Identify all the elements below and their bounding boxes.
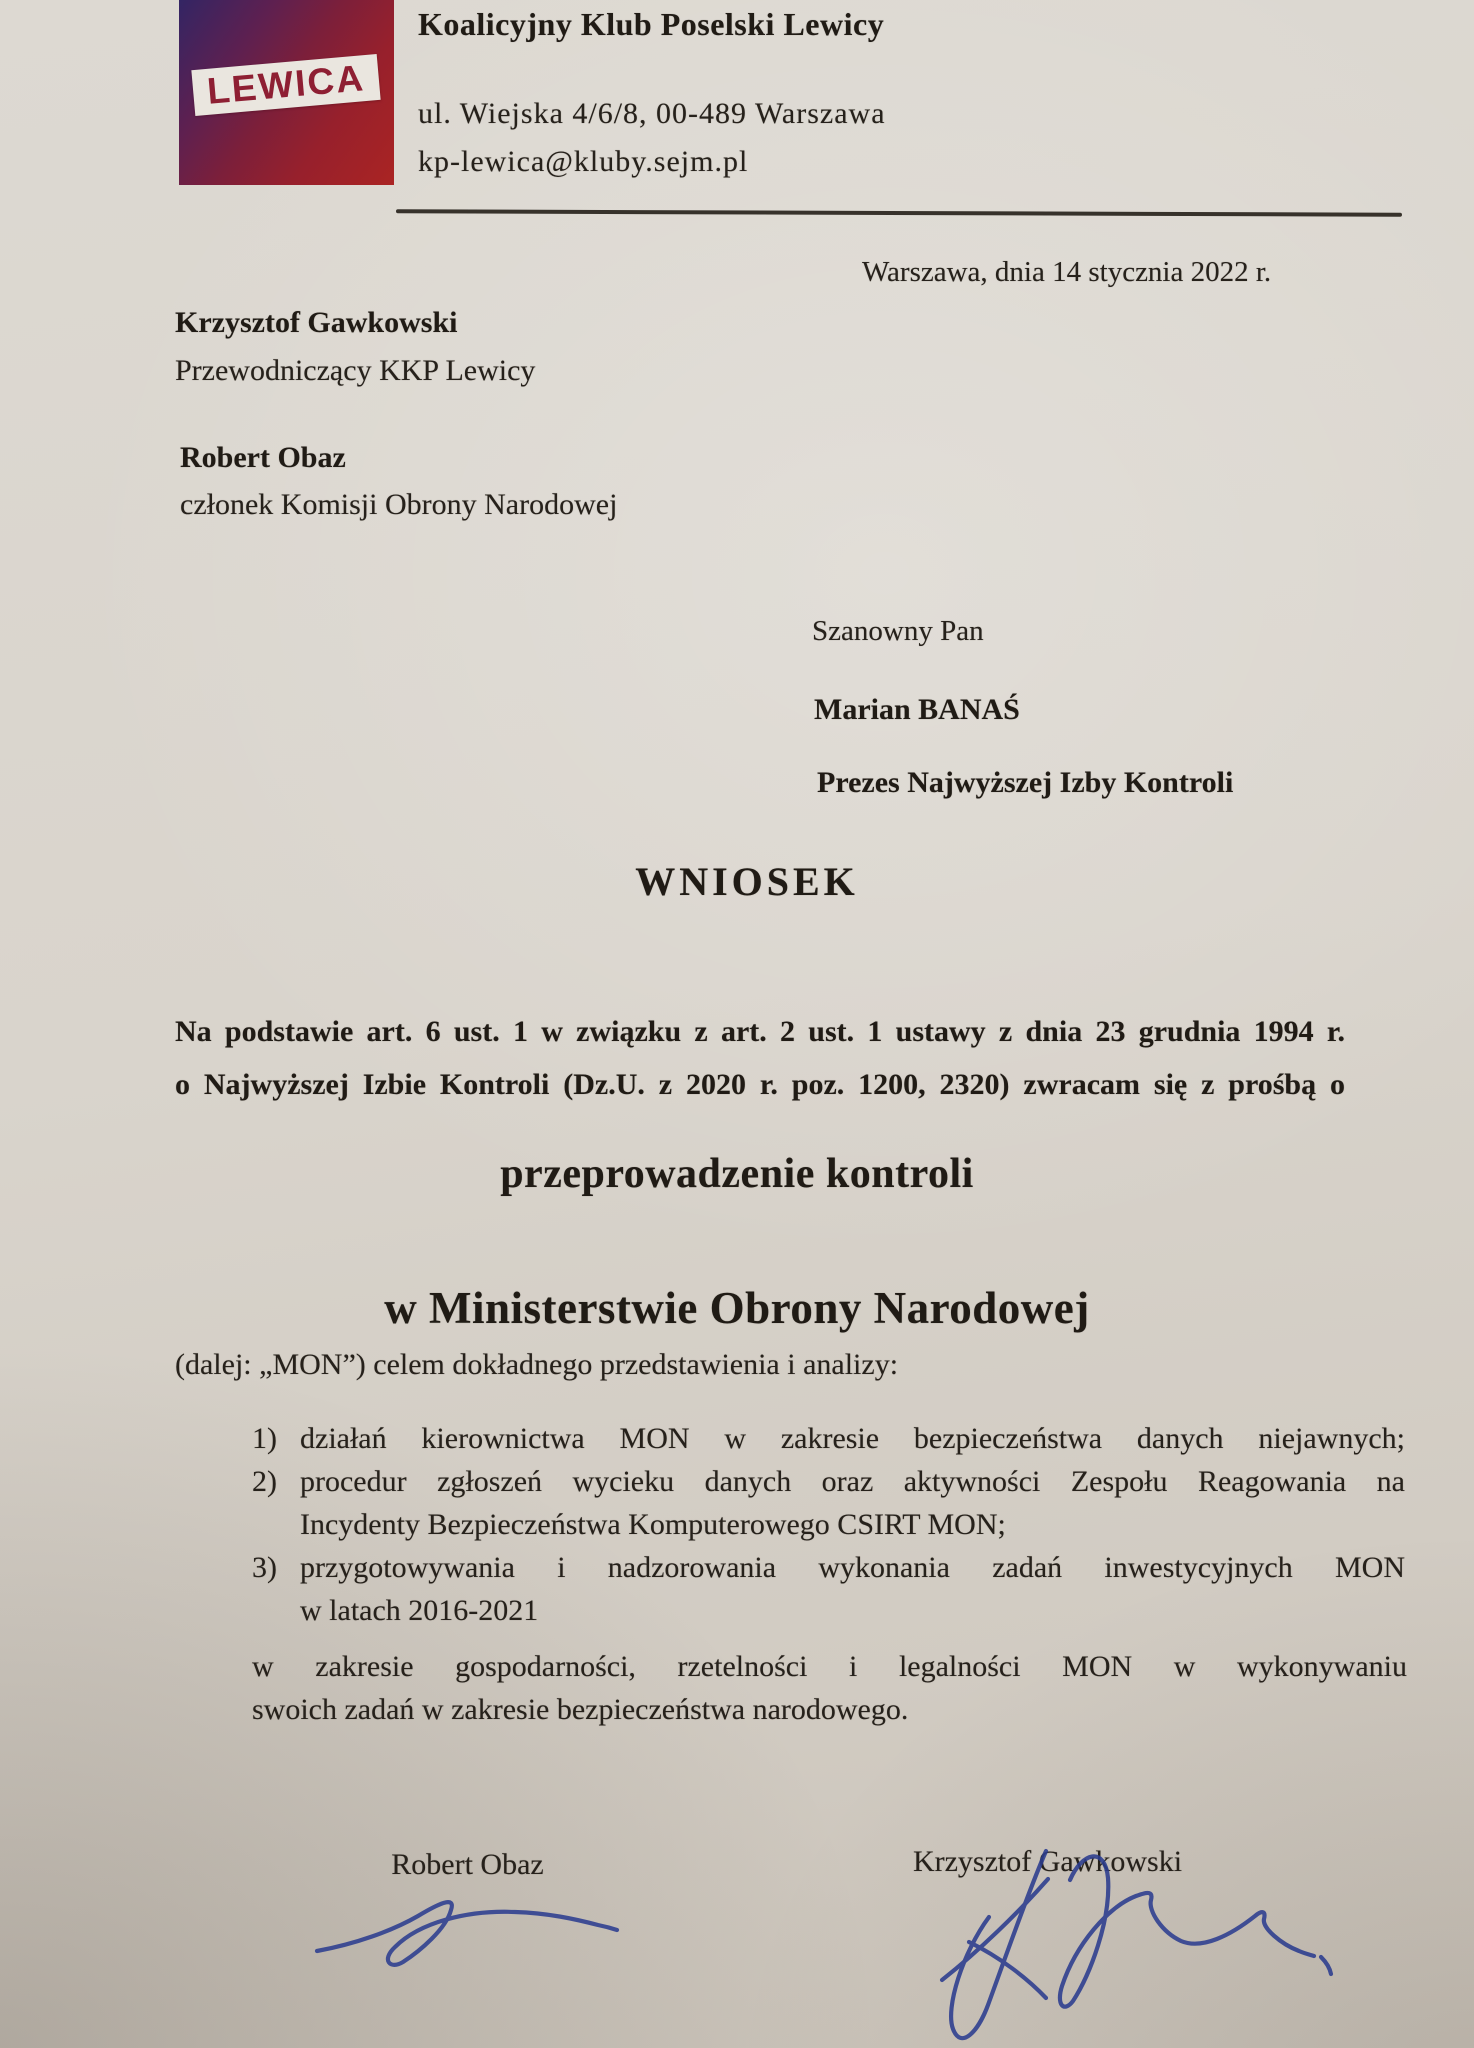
recipient-salutation: Szanowny Pan xyxy=(812,615,984,647)
org-name: Koalicyjny Klub Poselski Lewicy xyxy=(418,6,885,42)
list-item xyxy=(252,1546,1407,1632)
org-email: kp-lewica@kluby.sejm.pl xyxy=(418,145,749,178)
list-item xyxy=(252,1460,1407,1546)
lewica-logo xyxy=(179,0,394,185)
signature-name-krzysztof-gawkowski: Krzysztof Gawkowski xyxy=(912,1845,1183,1878)
closing-line-2: swoich zadań w zakresie bezpieczeństwa narodowego. xyxy=(252,1693,909,1726)
sender-1-name: Krzysztof Gawkowski xyxy=(175,306,458,339)
list-item-body xyxy=(300,1417,1405,1460)
request-scope-list xyxy=(252,1417,1407,1632)
legal-basis-paragraph xyxy=(175,1005,1345,1111)
legal-basis-line-1: Na podstawie art. 6 ust. 1 w związku z art. 2 ust. 1 ustawy z dnia 23 grudnia 1994 r. xyxy=(175,1015,1345,1048)
krzysztof-gawkowski-signature-stroke xyxy=(951,1851,1046,2038)
robert-obaz-signature-stroke xyxy=(317,1902,617,1965)
krzysztof-gawkowski-signature-stroke xyxy=(942,1879,1048,1980)
list-item-number: 1) xyxy=(252,1422,277,1455)
list-item-body xyxy=(300,1546,1405,1632)
sender-2-title: członek Komisji Obrony Narodowej xyxy=(180,488,618,521)
list-item-line: procedur zgłoszeń wycieku danych oraz aktywności Zespołu Reagowania na xyxy=(300,1465,1405,1498)
request-heading-1: przeprowadzenie kontroli xyxy=(500,1151,974,1197)
list-item-number: 3) xyxy=(252,1551,277,1584)
list-item-line: w latach 2016-2021 xyxy=(300,1594,539,1627)
closing-paragraph xyxy=(252,1645,1407,1731)
sender-1-title: Przewodniczący KKP Lewicy xyxy=(175,354,536,387)
recipient-name: Marian BANAŚ xyxy=(814,693,1020,726)
date-line: Warszawa, dnia 14 stycznia 2022 r. xyxy=(862,256,1272,288)
krzysztof-gawkowski-signature-stroke xyxy=(969,1942,1046,1998)
krzysztof-gawkowski-signature-stroke xyxy=(1321,1957,1331,1974)
letterhead-divider xyxy=(396,209,1402,217)
lewica-logo-text: LEWICA xyxy=(205,57,367,112)
list-item-line: przygotowywania i nadzorowania wykonania zadań inwestycyjnych MON xyxy=(300,1551,1405,1584)
sender-2-name: Robert Obaz xyxy=(180,441,346,474)
list-item-body xyxy=(300,1460,1405,1546)
closing-line-1: w zakresie gospodarności, rzetelności i legalności MON w wykonywaniu xyxy=(252,1650,1407,1683)
list-item-line: Incydenty Bezpieczeństwa Komputerowego CSIRT MON; xyxy=(300,1508,1006,1541)
signature-name-robert-obaz: Robert Obaz xyxy=(391,1848,544,1881)
org-address: ul. Wiejska 4/6/8, 00-489 Warszawa xyxy=(418,97,886,130)
list-item xyxy=(252,1417,1407,1460)
lewica-logo-banner xyxy=(191,54,380,116)
list-item-line: działań kierownictwa MON w zakresie bezpieczeństwa danych niejawnych; xyxy=(300,1422,1405,1455)
purpose-intro: (dalej: „MON”) celem dokładnego przedstawienia i analizy: xyxy=(175,1348,899,1381)
document-title: WNIOSEK xyxy=(635,859,859,904)
request-heading-2: w Ministerstwie Obrony Narodowej xyxy=(384,1283,1090,1333)
legal-basis-line-2: o Najwyższej Izbie Kontroli (Dz.U. z 2020 r. poz. 1200, 2320) zwracam się z prośbą o xyxy=(175,1068,1345,1101)
recipient-title: Prezes Najwyższej Izby Kontroli xyxy=(817,766,1234,799)
list-item-number: 2) xyxy=(252,1465,277,1498)
